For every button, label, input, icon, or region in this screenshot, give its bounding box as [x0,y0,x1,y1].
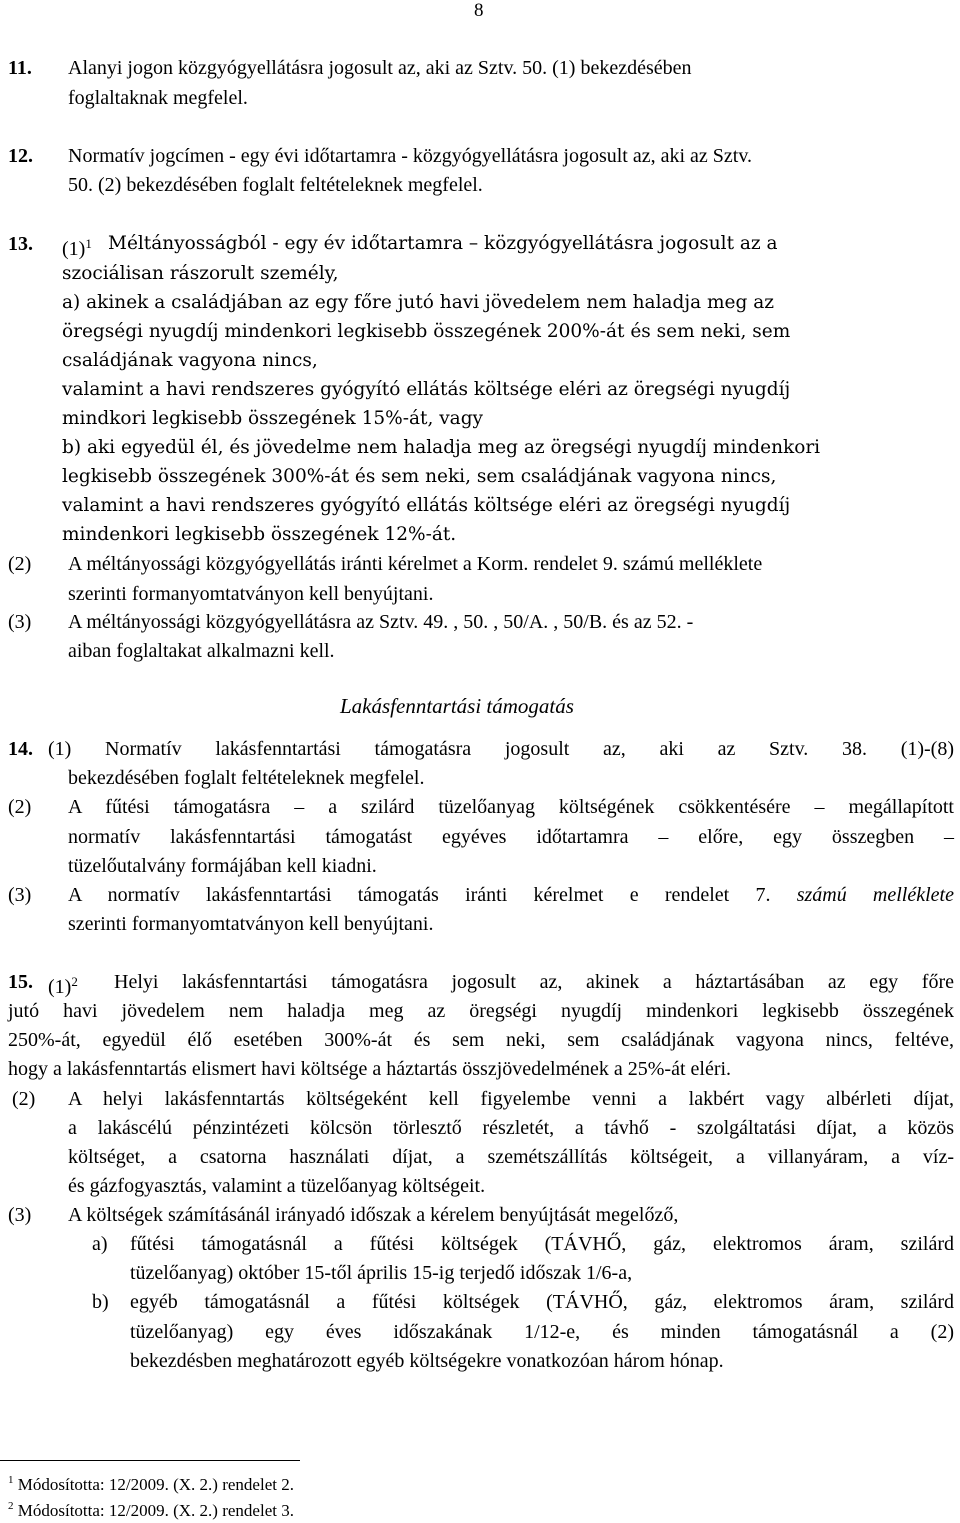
section-12-line-2: 50. (2) bekezdésében foglalt feltételeknek megfelel. [68,174,483,196]
section-12-number: 12. [8,145,33,167]
section-14-number: 14. [8,738,33,760]
footnote-1: $^1$ Módosította: 12/2009. (X. 2.) rendelet 2. [8,1474,294,1494]
section-15-number: 15. [8,971,33,993]
section-13-line-2: szociálisan rászorult személy, [62,263,339,284]
section-13-line-3: a) akinek a családjában az egy főre jutó havi jövedelem nem haladja meg az [62,292,774,313]
section-15-p3-line-1: A költségek számításánál irányadó időszak a kérelem benyújtását megelőző, [68,1204,679,1226]
section-15-item-a-line-1: fűtési támogatásnál a fűtési költségek (TÁVHŐ, gáz, elektromos áram, szilárd [130,1233,954,1255]
section-13-line-8: b) aki egyedül él, és jövedelme nem haladja meg az öregségi nyugdíj mindenkori [62,437,821,458]
section-13-p3-line-2: aiban foglaltakat alkalmazni kell. [68,640,335,662]
section-11-number: 11. [8,57,32,79]
section-15-p2-number: (2) [12,1088,36,1110]
section-11-line-1: Alanyi jogon közgyógyellátásra jogosult az, aki az Sztv. 50. (1) bekezdésében [68,57,692,79]
section-15-p1-number: $(1)^2$ [48,974,78,998]
section-14-p2-number: (2) [8,796,32,818]
section-14-p2-line-2: normatív lakásfenntartási támogatást egyéves időtartamra – előre, egy összegben – [68,826,954,848]
section-14-p3-number: (3) [8,884,32,906]
section-14-p3-line-1: A normatív lakásfenntartási támogatás iránti kérelmet e rendelet 7. számú melléklete [68,884,954,906]
section-13-line-10: valamint a havi rendszeres gyógyító ellátás költsége eléri az öregségi nyugdíj [62,495,791,516]
page-number: 8 [474,0,484,21]
section-15-item-b-line-3: bekezdésben meghatározott egyéb költségekre vonatkozóan három hónap. [130,1350,724,1372]
section-15-item-b-label: b) [92,1291,109,1313]
section-15-p1-line-4: hogy a lakásfenntartás elismert havi költsége a háztartás összjövedelmének a 25%-át eléri. [8,1058,732,1080]
section-13-line-9: legkisebb összegének 300%-át és sem neki, sem családjának vagyona nincs, [62,466,777,487]
section-15-p3-number: (3) [8,1204,32,1226]
section-12-line-1: Normatív jogcímen - egy évi időtartamra - közgyógyellátásra jogosult az, aki az Sztv. [68,145,753,167]
section-14-p3-line-2: szerinti formanyomtatványon kell benyújtani. [68,913,434,935]
footnote-2: $^2$ Módosította: 12/2009. (X. 2.) rendelet 3. [8,1500,294,1520]
section-15-item-a-label: a) [92,1233,108,1255]
section-14-p1-line-1: (1) Normatív lakásfenntartási támogatásra jogosult az, aki az Sztv. 38. (1)-(8) [48,738,954,760]
section-13-line-11: mindenkori legkisebb összegének 12%-át. [62,524,457,545]
section-15-p1-line-3: 250%-át, egyedül élő esetében 300%-át és sem neki, sem családjának vagyona nincs, feltéve, [8,1029,954,1051]
section-13-line-7: mindkori legkisebb összegének 15%-át, vagy [62,408,483,429]
footnote-separator [0,1460,300,1461]
section-15-item-b-line-1: egyéb támogatásnál a fűtési költségek (TÁVHŐ, gáz, elektromos áram, szilárd [130,1291,954,1313]
section-11-line-2: foglaltaknak megfelel. [68,87,248,109]
section-15-p1-line-1: Helyi lakásfenntartási támogatásra jogosult az, akinek a háztartásában az egy főre [114,971,954,993]
section-13-line-6: valamint a havi rendszeres gyógyító ellátás költsége eléri az öregségi nyugdíj [62,379,791,400]
section-13-p2-line-2: szerinti formanyomtatványon kell benyújtani. [68,583,434,605]
section-13-p2-number: (2) [8,553,32,575]
section-15-p2-line-3: költséget, a csatorna használati díjat, a szemétszállítás költségeit, a villanyáram, a víz- [68,1146,954,1168]
section-15-item-b-line-2: tüzelőanyag) egy éves időszakának 1/12-e, és minden támogatásnál a (2) [130,1321,954,1343]
section-14-p2-line-3: tüzelőutalvány formájában kell kiadni. [68,855,377,877]
section-13-p2-line-1: A méltányossági közgyógyellátás iránti kérelmet a Korm. rendelet 9. számú melléklete [68,553,763,575]
section-13-line-1: Méltányosságból - egy év időtartamra – közgyógyellátásra jogosult az a [108,233,778,254]
section-13-line-4: öregségi nyugdíj mindenkori legkisebb összegének 200%-át és sem neki, sem [62,321,791,342]
section-13-p1-number: $(1)^1$ [62,236,92,260]
section-13-line-5: családjának vagyona nincs, [62,350,318,371]
section-15-item-a-line-2: tüzelőanyag) október 15-től április 15-ig terjedő időszak 1/6-a, [130,1262,633,1284]
section-13-p3-number: (3) [8,611,32,633]
section-15-p2-line-2: a lakáscélú pénzintézeti kölcsön törlesztő részletét, a távhő - szolgáltatási díjat, a közös [68,1117,954,1139]
section-14-p1-line-2: bekezdésében foglalt feltételeknek megfelel. [68,767,425,789]
section-15-p2-line-4: és gázfogyasztás, valamint a tüzelőanyag költségeit. [68,1175,486,1197]
section-15-p1-line-2: jutó havi jövedelem nem haladja meg az öregségi nyugdíj mindenkori legkisebb összegének [8,1000,954,1022]
section-13-p3-line-1: A méltányossági közgyógyellátásra az Sztv. 49. , 50. , 50/A. , 50/B. és az 52. - [68,611,694,633]
section-heading: Lakásfenntartási támogatás [340,694,574,718]
section-15-p2-line-1: A helyi lakásfenntartás költségeként kell figyelembe venni a lakbért vagy albérleti díjat, [68,1088,954,1110]
section-14-p2-line-1: A fűtési támogatásra – a szilárd tüzelőanyag költségének csökkentésére – megállapított [68,796,954,818]
section-13-number: 13. [8,233,33,255]
